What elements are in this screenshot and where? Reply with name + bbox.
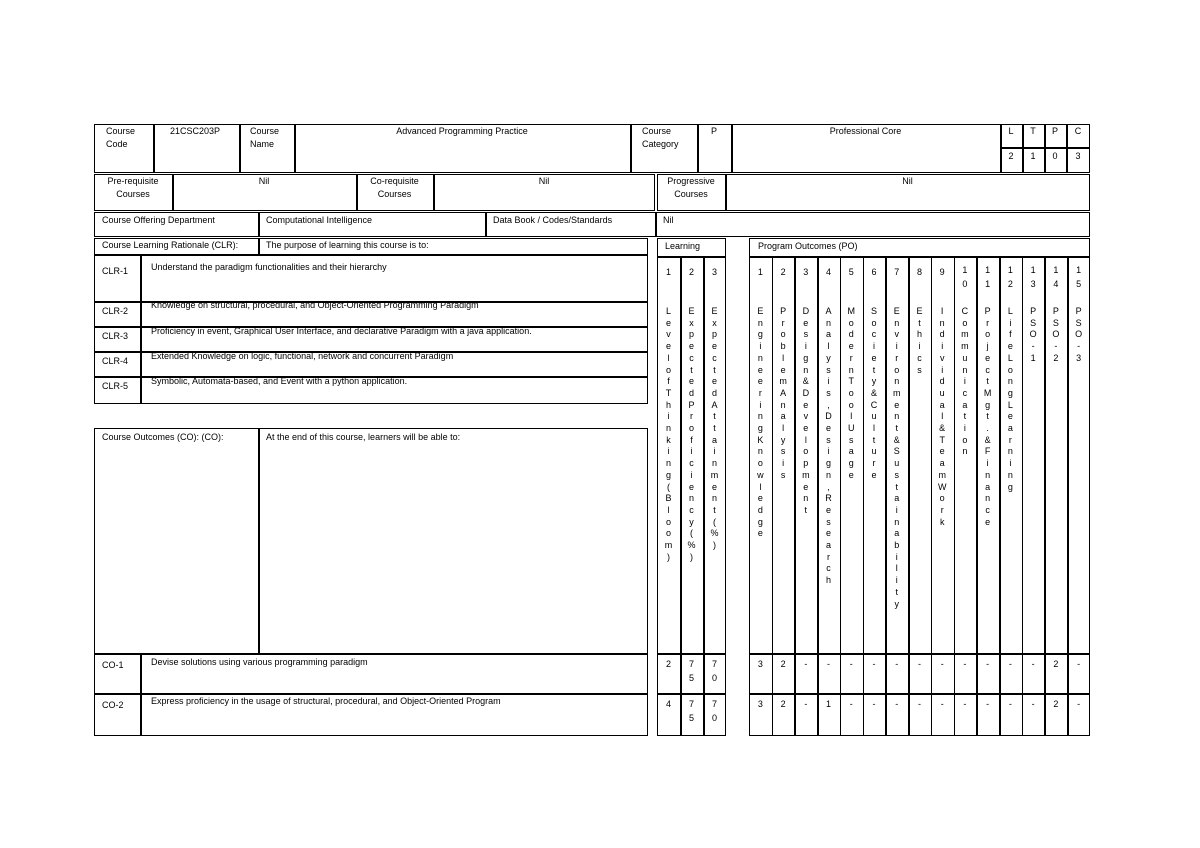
clr-text: Understand the paradigm functionalities and their hierarchy: [151, 262, 387, 272]
prereq-value: Nil: [258, 176, 270, 186]
po-co-value: -: [872, 699, 876, 709]
progressive-value: Nil: [902, 176, 913, 186]
clr-code: CLR-2: [102, 306, 129, 316]
po-co-value: -: [940, 659, 944, 669]
po-col-descriptor: M o d e r n T o o l U s a g e: [847, 306, 856, 480]
learning-col-number: 1: [665, 267, 671, 277]
po-co-value: -: [1031, 659, 1035, 669]
po-col-descriptor: E n v i r o n m e n t & S u s t a i n a b i l i t y: [892, 306, 901, 609]
category-code: P: [710, 126, 717, 136]
clr-code: CLR-3: [102, 331, 129, 341]
co-text: Express proficiency in the usage of structural, procedural, and Object-Oriented Program: [151, 696, 501, 706]
ltpc-label-l: L: [1008, 126, 1014, 136]
learning-co-value: 7 5: [688, 659, 694, 683]
clr-text: Proficiency in event, Graphical User Interface, and declarative Paradigm with a java application.: [151, 326, 532, 336]
po-col-descriptor: E t h i c s: [916, 306, 923, 375]
po-col-number: 1 3: [1030, 265, 1036, 289]
co-label: Course Outcomes (CO): (CO):: [102, 432, 224, 442]
offering-dept-label: Course Offering Department: [102, 215, 215, 225]
po-col-number: 7: [894, 267, 900, 277]
po-co-value: 1: [826, 699, 832, 709]
po-col-descriptor: P S O - 3: [1075, 306, 1083, 363]
po-co-value: -: [1077, 699, 1081, 709]
databook-value: Nil: [663, 215, 674, 225]
po-co-value: -: [917, 659, 921, 669]
learning-col-descriptor: E x p e c t e d P r o f i c i e n c y ( % ): [687, 306, 696, 562]
learning-co-value: 7 0: [711, 699, 717, 723]
po-co-value: -: [1077, 659, 1081, 669]
clr-code: CLR-1: [102, 266, 129, 276]
category-name: Professional Core: [829, 126, 902, 136]
course-name: Advanced Programming Practice: [396, 126, 528, 136]
po-col-descriptor: P r o j e c t M g t . & F i n a n c e: [983, 306, 992, 527]
po-title: Program Outcomes (PO): [758, 241, 858, 251]
po-col-number: 1: [757, 267, 763, 277]
po-col-number: 8: [916, 267, 922, 277]
po-col-descriptor: I n d i v i d u a l & T e a m W o r k: [937, 306, 947, 527]
co-code: CO-1: [102, 660, 124, 670]
po-co-value: -: [986, 659, 990, 669]
learning-co-value: 7 5: [688, 699, 694, 723]
ltpc-value-c: 3: [1075, 151, 1081, 161]
po-co-value: -: [895, 659, 899, 669]
po-co-value: -: [804, 659, 808, 669]
po-col-descriptor: P r o b l e m A n a l y s i s: [779, 306, 787, 480]
po-co-value: 2: [780, 659, 786, 669]
po-col-descriptor: A n a l y s i s , D e s i g n , R e s e a r c h: [825, 306, 832, 586]
po-col-descriptor: C o m m u n i c a t i o n: [961, 306, 969, 457]
po-col-descriptor: P S O - 2: [1052, 306, 1060, 363]
po-co-value: -: [1008, 699, 1012, 709]
po-col-descriptor: D e s i g n & D e v e l o p m e n t: [802, 306, 810, 515]
po-co-value: -: [849, 659, 853, 669]
clr-text: Knowledge on structural, procedural, and Object-Oriented Programming Paradigm: [151, 300, 479, 310]
co-block: [94, 428, 648, 736]
prereq-label: Pre-requisite Courses: [107, 176, 159, 199]
po-col-number: 1 1: [985, 265, 991, 289]
learning-col-descriptor: L e v e l o f T h i n k i n g ( B l o o m ): [664, 306, 673, 562]
offering-dept-value: Computational Intelligence: [266, 215, 373, 225]
po-co-value: 2: [780, 699, 786, 709]
ltpc-value-l: 2: [1008, 151, 1014, 161]
clr-text: Extended Knowledge on logic, functional, network and concurrent Paradigm: [151, 351, 454, 361]
po-co-value: -: [940, 699, 944, 709]
coreq-label: Co-requisite Courses: [370, 176, 419, 199]
po-co-value: 2: [1053, 659, 1059, 669]
po-co-value: -: [895, 699, 899, 709]
po-col-number: 2: [780, 267, 786, 277]
learning-title: Learning: [665, 241, 701, 251]
po-co-value: -: [804, 699, 808, 709]
po-col-number: 1 5: [1076, 265, 1082, 289]
ltpc-label-c: C: [1074, 126, 1082, 136]
po-co-value: -: [963, 659, 967, 669]
po-co-value: 3: [757, 659, 763, 669]
ltpc-label-t: T: [1030, 126, 1036, 136]
co-text: Devise solutions using various programming paradigm: [151, 657, 368, 667]
clr-label: Course Learning Rationale (CLR):: [102, 240, 239, 250]
databook-label: Data Book / Codes/Standards: [493, 215, 613, 225]
po-co-value: -: [963, 699, 967, 709]
po-co-value: -: [849, 699, 853, 709]
ltpc-label-p: P: [1051, 126, 1058, 136]
course-code-label: Course Code: [106, 126, 136, 149]
course-code: 21CSC203P: [170, 126, 221, 136]
course-name-label: Course Name: [250, 126, 280, 149]
po-col-number: 5: [848, 267, 854, 277]
coreq-value: Nil: [538, 176, 550, 186]
learning-co-value: 7 0: [711, 659, 717, 683]
progressive-label: Progressive Courses: [667, 176, 715, 199]
po-co-value: -: [827, 659, 831, 669]
po-col-number: 3: [803, 267, 809, 277]
po-co-value: -: [917, 699, 921, 709]
learning-col-number: 2: [688, 267, 694, 277]
po-col-number: 4: [826, 267, 832, 277]
learning-co-value: 4: [665, 699, 671, 709]
po-col-descriptor: P S O - 1: [1029, 306, 1037, 363]
learning-co-value: 2: [665, 659, 671, 669]
po-col-number: 1 4: [1053, 265, 1059, 289]
ltpc-value-p: 0: [1052, 151, 1058, 161]
po-co-value: 2: [1053, 699, 1059, 709]
co-intro: At the end of this course, learners will be able to:: [266, 432, 461, 442]
po-col-number: 1 0: [962, 265, 968, 289]
clr-code: CLR-4: [102, 356, 129, 366]
po-co-value: -: [872, 659, 876, 669]
clr-code: CLR-5: [102, 381, 129, 391]
po-co-value: -: [986, 699, 990, 709]
ltpc-value-t: 1: [1030, 151, 1036, 161]
clr-text: Symbolic, Automata-based, and Event with a python application.: [151, 376, 408, 386]
co-code: CO-2: [102, 700, 124, 710]
po-col-number: 9: [939, 267, 945, 277]
po-co-value: -: [1008, 659, 1012, 669]
po-co-value: 3: [757, 699, 763, 709]
po-col-number: 6: [871, 267, 877, 277]
po-col-descriptor: E n g i n e e r i n g K n o w l e d g e: [757, 306, 764, 539]
po-col-number: 1 2: [1007, 265, 1013, 289]
po-col-descriptor: L i f e L o n g L e a r n i n g: [1007, 306, 1013, 492]
clr-intro: The purpose of learning this course is to:: [266, 240, 429, 250]
learning-col-number: 3: [711, 267, 717, 277]
course-category-label: Course Category: [642, 126, 679, 149]
learning-col-descriptor: E x p e c t e d A t t a i n m e n t ( % ): [710, 306, 719, 551]
po-col-descriptor: S o c i e t y & C u l t u r e: [870, 306, 878, 480]
po-co-value: -: [1031, 699, 1035, 709]
